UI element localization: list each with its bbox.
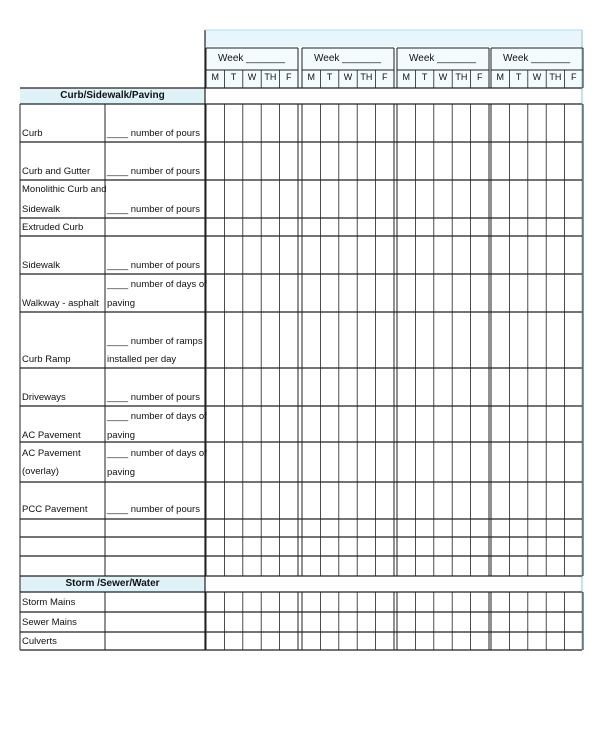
storm-item-name-1: Storm Mains [22,597,76,608]
week-label-4: Week _______ [503,53,571,64]
day-label-m: M [211,72,219,82]
day-label-th: TH [455,72,468,82]
item-name-6: Walkway - asphalt [22,298,99,309]
item-unit-11: ____ number of pours [107,504,200,515]
week-label-3: Week _______ [409,53,477,64]
section-title-storm: Storm /Sewer/Water [65,578,160,589]
day-label-th: TH [360,72,373,82]
item-name-5: Sidewalk [22,260,61,271]
item-unit-10: ____ number of days of [107,448,207,459]
day-label-f: F [571,72,577,82]
day-label-w: W [532,72,542,82]
item-name-10: AC Pavement [22,448,81,459]
day-label-f: F [382,72,388,82]
week-label-2: Week _______ [314,53,382,64]
storm-item-name-2: Sewer Mains [22,617,77,628]
day-label-t: T [515,72,522,82]
item-name-3: Monolithic Curb and [22,184,107,195]
day-label-th: TH [549,72,562,82]
item-unit-7: installed per day [107,354,177,365]
day-label-w: W [343,72,353,82]
day-label-t: T [326,72,333,82]
week-header-shade [205,30,582,46]
day-label-w: W [247,72,257,82]
item-unit-9: paving [107,430,135,441]
day-label-t: T [421,72,428,82]
day-label-f: F [286,72,292,82]
item-name-7: Curb Ramp [22,354,71,365]
item-name-10: (overlay) [22,466,59,477]
item-name-2: Curb and Gutter [22,166,91,177]
item-name-11: PCC Pavement [22,504,88,515]
item-unit-2: ____ number of pours [107,166,200,177]
item-unit-10: paving [107,467,135,478]
day-label-th: TH [264,72,277,82]
item-name-1: Curb [22,128,43,139]
item-name-8: Driveways [22,392,66,403]
day-label-m: M [496,72,504,82]
day-label-f: F [477,72,483,82]
day-label-m: M [307,72,315,82]
item-name-9: AC Pavement [22,430,81,441]
storm-item-name-3: Culverts [22,636,57,647]
item-name-4: Extruded Curb [22,222,84,233]
day-label-t: T [230,72,237,82]
item-unit-3: ____ number of pours [107,204,200,215]
item-unit-9: ____ number of days of [107,411,207,422]
week-label-1: Week _______ [218,53,286,64]
item-unit-6: paving [107,298,135,309]
item-name-3: Sidewalk [22,204,61,215]
item-unit-8: ____ number of pours [107,392,200,403]
item-unit-6: ____ number of days of [107,279,207,290]
item-unit-5: ____ number of pours [107,260,200,271]
item-unit-1: ____ number of pours [107,128,200,139]
day-label-m: M [402,72,410,82]
section-title-paving: Curb/Sidewalk/Paving [60,90,165,101]
item-unit-7: ____ number of ramps [107,336,203,347]
day-label-w: W [438,72,448,82]
